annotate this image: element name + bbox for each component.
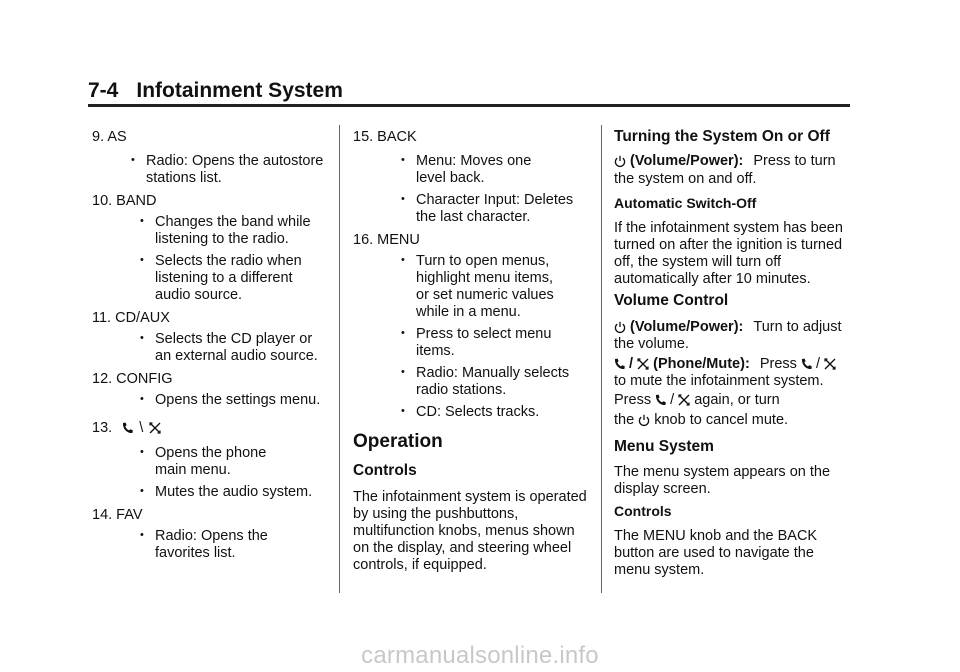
bullet-icon: • bbox=[140, 393, 144, 405]
section-title: Infotainment System bbox=[136, 79, 343, 102]
paragraph-line: If the infotainment system has been bbox=[614, 220, 843, 236]
list-item-12: 12. CONFIG bbox=[92, 371, 173, 387]
list-text: Radio: Opens the autostore bbox=[146, 153, 324, 169]
power-icon bbox=[638, 414, 650, 427]
list-text: listening to a different bbox=[155, 270, 293, 286]
list-text: main menu. bbox=[155, 462, 231, 478]
mute-icon bbox=[637, 358, 649, 370]
heading-turning-system: Turning the System On or Off bbox=[614, 128, 830, 145]
mute-icon bbox=[678, 394, 690, 406]
bullet-icon: • bbox=[401, 327, 405, 339]
list-text: Opens the settings menu. bbox=[155, 392, 321, 408]
list-text: the last character. bbox=[416, 209, 531, 225]
list-text: stations list. bbox=[146, 170, 222, 186]
paragraph-line: to mute the infotainment system. bbox=[614, 373, 824, 389]
separator: / bbox=[629, 356, 634, 372]
list-text: highlight menu items, bbox=[416, 270, 554, 286]
section-number: 7-4 bbox=[88, 79, 119, 102]
paragraph-line: the system on and off. bbox=[614, 171, 757, 187]
paragraph-line: display screen. bbox=[614, 481, 711, 497]
list-text: Mutes the audio system. bbox=[155, 484, 313, 500]
phone-mute-line bbox=[614, 355, 836, 373]
list-text: Changes the band while bbox=[155, 214, 311, 230]
bullet-icon: • bbox=[131, 154, 135, 166]
list-text: Radio: Manually selects bbox=[416, 365, 570, 381]
heading-menu-system: Menu System bbox=[614, 438, 714, 455]
list-text: or set numeric values bbox=[416, 287, 554, 303]
list-item-11: 11. CD/AUX bbox=[92, 310, 170, 326]
paragraph-line: The infotainment system is operated bbox=[353, 489, 587, 505]
cancel-mute-line bbox=[614, 411, 788, 429]
bullet-icon: • bbox=[401, 154, 405, 166]
paragraph-line: controls, if equipped. bbox=[353, 557, 487, 573]
bullet-icon: • bbox=[401, 405, 405, 417]
mute-icon bbox=[824, 358, 836, 370]
list-text: while in a menu. bbox=[416, 304, 521, 320]
paragraph-line: by using the pushbuttons, bbox=[353, 506, 519, 522]
subheading-auto-off: Automatic Switch-Off bbox=[614, 195, 757, 211]
list-item-13 bbox=[92, 419, 161, 437]
list-text: an external audio source. bbox=[155, 348, 318, 364]
list-text: listening to the radio. bbox=[155, 231, 289, 247]
header-rule bbox=[88, 104, 850, 107]
heading-volume-control: Volume Control bbox=[614, 292, 729, 309]
control-label: (Phone/Mute): bbox=[653, 356, 750, 372]
watermark: carmanualsonline.info bbox=[361, 642, 599, 669]
list-text: Opens the phone bbox=[155, 445, 267, 461]
bullet-icon: • bbox=[140, 529, 144, 541]
bullet-icon: • bbox=[401, 366, 405, 378]
mute-icon bbox=[149, 422, 161, 434]
control-label: (Volume/Power): bbox=[630, 153, 744, 169]
text: the bbox=[614, 412, 635, 428]
paragraph-line: automatically after 10 minutes. bbox=[614, 271, 811, 287]
paragraph-line: button are used to navigate the bbox=[614, 545, 814, 561]
list-text: Turn to open menus, bbox=[416, 253, 550, 269]
text: Press bbox=[759, 356, 797, 372]
list-text: items. bbox=[416, 343, 455, 359]
bullet-icon: • bbox=[140, 485, 144, 497]
list-text: Press to select menu bbox=[416, 326, 552, 342]
separator: / bbox=[815, 356, 820, 372]
bullet-icon: • bbox=[140, 254, 144, 266]
bullet-icon: • bbox=[140, 446, 144, 458]
phone-icon bbox=[655, 394, 666, 406]
text: Turn to adjust bbox=[753, 319, 842, 335]
phone-icon bbox=[614, 358, 625, 370]
list-text: radio stations. bbox=[416, 382, 507, 398]
text: again, or turn bbox=[694, 392, 780, 408]
page-header bbox=[88, 79, 343, 103]
heading-controls: Controls bbox=[353, 462, 417, 479]
bullet-icon: • bbox=[140, 332, 144, 344]
column-divider-2 bbox=[601, 125, 602, 593]
list-text: Selects the radio when bbox=[155, 253, 302, 269]
press-again-line bbox=[614, 391, 780, 409]
list-item-9: 9. AS bbox=[92, 129, 127, 145]
list-text: Menu: Moves one bbox=[416, 153, 532, 169]
power-icon bbox=[614, 321, 626, 334]
text: Press to turn bbox=[753, 153, 836, 169]
list-item-14: 14. FAV bbox=[92, 507, 143, 523]
paragraph-line: turned on after the ignition is turned bbox=[614, 237, 843, 253]
volume-power-line bbox=[614, 152, 836, 170]
bullet-icon: • bbox=[140, 215, 144, 227]
separator: \ bbox=[139, 420, 144, 436]
paragraph-line: on the display, and steering wheel bbox=[353, 540, 572, 556]
text: knob to cancel mute. bbox=[654, 412, 789, 428]
bullet-icon: • bbox=[401, 193, 405, 205]
control-label: (Volume/Power): bbox=[630, 319, 744, 335]
list-text: level back. bbox=[416, 170, 485, 186]
phone-icon bbox=[801, 358, 812, 370]
list-text: favorites list. bbox=[155, 545, 236, 561]
list-text: audio source. bbox=[155, 287, 243, 303]
bullet-icon: • bbox=[401, 254, 405, 266]
list-text: Selects the CD player or bbox=[155, 331, 313, 347]
list-text: Character Input: Deletes bbox=[416, 192, 574, 208]
phone-icon bbox=[122, 422, 133, 434]
paragraph-line: the volume. bbox=[614, 336, 689, 352]
list-item-15: 15. BACK bbox=[353, 129, 417, 145]
volume-control-line bbox=[614, 318, 842, 336]
paragraph-line: The MENU knob and the BACK bbox=[614, 528, 818, 544]
paragraph-line: off, the system will turn off bbox=[614, 254, 782, 270]
power-icon bbox=[614, 155, 626, 168]
list-item-16: 16. MENU bbox=[353, 232, 420, 248]
heading-operation: Operation bbox=[353, 431, 443, 452]
list-number: 13. bbox=[92, 420, 113, 436]
paragraph-line: The menu system appears on the bbox=[614, 464, 831, 480]
list-text: CD: Selects tracks. bbox=[416, 404, 540, 420]
column-divider-1 bbox=[339, 125, 340, 593]
list-text: Radio: Opens the bbox=[155, 528, 268, 544]
separator: / bbox=[670, 392, 675, 408]
paragraph-line: multifunction knobs, menus shown bbox=[353, 523, 575, 539]
list-item-10: 10. BAND bbox=[92, 193, 157, 209]
subheading-controls: Controls bbox=[614, 503, 672, 519]
text: Press bbox=[614, 392, 652, 408]
paragraph-line: menu system. bbox=[614, 562, 705, 578]
